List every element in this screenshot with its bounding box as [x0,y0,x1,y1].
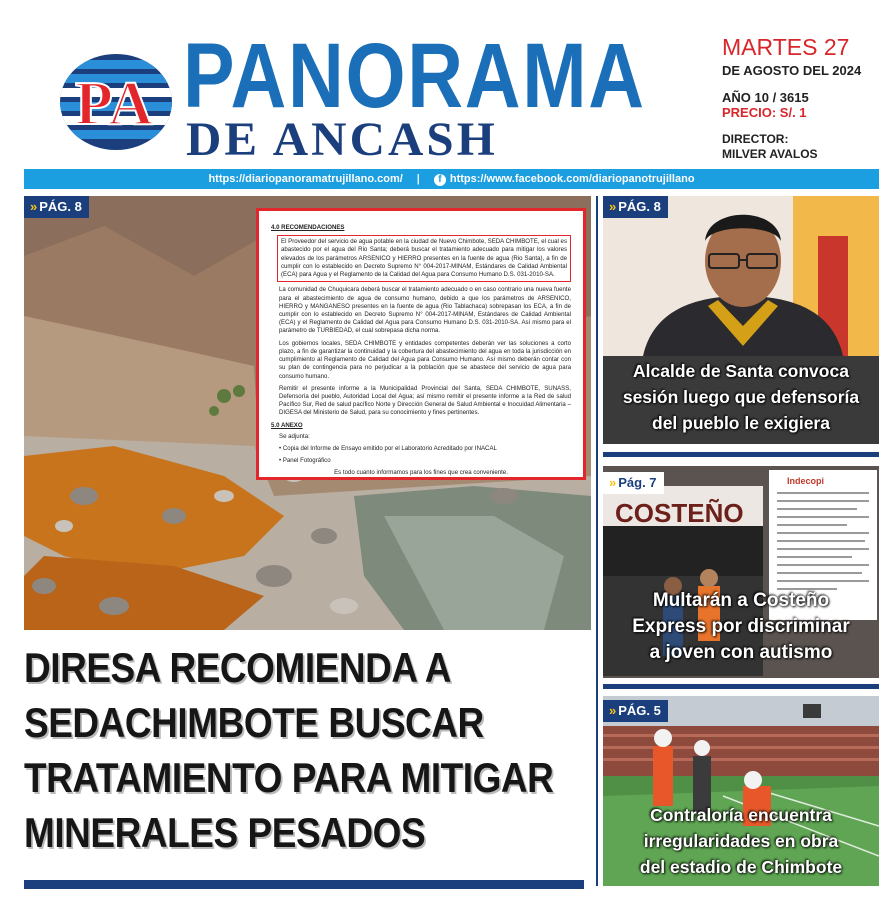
main-story-rule [24,880,584,889]
main-headline[interactable] [24,640,584,860]
headline-line: MINERALES PESADOS [24,809,426,856]
side-story-caption [603,802,879,880]
newspaper-logo [58,52,174,152]
bus-brand-text: COSTEÑO [615,498,744,528]
newspaper-subtitle: DE ANCASH [186,113,498,166]
issue-date-day: MARTES 27 [722,34,850,60]
facebook-link[interactable] [434,173,695,186]
caption-line: del estadio de Chimbote [639,857,843,877]
doc-annex-item: • Panel Fotográfico [279,457,331,465]
issue-date-full: DE AGOSTO DEL 2024 [722,63,862,78]
doc-section-annex: 5.0 ANEXO [271,421,303,429]
doc-annex-item-text: Copia del Informe de Ensayo emitido por el Laboratorio Acreditado por INACAL [282,445,497,453]
doc-annex-item-text: Panel Fotográfico [282,457,331,465]
column-divider [596,196,598,886]
doc-paragraph: Remitir el presente informe a la Municipalidad Provincial del Santa, SEDA CHIMBOTE, SUNASS, Defensoría del pueblo, Autoridad Local del Agua; así mismo remitir el presente informe a la Red de salud Pacífico Sur, Red de salud pacífico Norte y Dirección General de Salud Ambiental e Inocuidad Alimentaria – DIGESA del Ministerio de Salud, para su conocimiento y fines pertinentes. [279,384,571,417]
side-story-page-tag-label: PÁG. 8 [618,199,661,214]
headline-line: TRATAMIENTO PARA MITIGAR [24,754,554,801]
main-story-page-tag[interactable]: » PÁG. 8 [24,196,89,218]
doc-closing: Es todo cuanto informamos para los fines que crea conveniente. [334,469,508,477]
recommendations-document [256,208,586,480]
caption-line: Alcalde de Santa convoca [633,361,849,381]
newspaper-title: PANORAMA [183,25,646,127]
director-name: MILVER AVALOS [722,147,818,161]
side-story-page-tag-label: PÁG. 5 [618,703,661,718]
side-story-mayor[interactable] [603,196,879,444]
side-story-caption [603,588,879,666]
headline-line: SEDACHIMBOTE BUSCAR [24,699,484,746]
side-story-costeno[interactable] [603,466,879,678]
links-bar [24,169,879,189]
doc-section-recommendations: 4.0 RECOMENDACIONES [271,224,345,231]
facebook-url: https://www.facebook.com/diariopanotrujillano [449,172,695,185]
side-story-page-tag: » Pág. 7 [603,472,664,494]
caption-line: irregularidades en obra [643,831,839,851]
headline-line: DIRESA RECOMIENDA A [24,644,451,691]
director-label: DIRECTOR: [722,132,789,146]
side-story-contraloria[interactable] [603,696,879,886]
caption-line: del pueblo le exigiera [652,413,830,433]
doc-paragraph: El Proveedor del servicio de agua potable en la ciudad de Nuevo Chimbote, SEDA CHIMBOTE, el cual es abastecido por el agua del Rio Santa; deberá buscar el tratamiento adecuado para mitigar los valores elevados de los parámetros ARSENICO y HIERRO presentes en la fuente de agua (Rio Santa), a fin de cumplir con lo establecido en Decreto Supremo N° 004-2017-MINAM, Estándares de Calidad Ambiental (ECA) para Agua y el Reglamento de la Calidad del Agua para Consumo Humano D.S. 031-2010-SA. [277,235,571,282]
doc-paragraph: Los gobiernos locales, SEDA CHIMBOTE y entidades competentes deberán ver las soluciones a corto plazo, a fin de garantizar la continuidad y la cobertura del abastecimiento del agua en toda la jurisdicción en cumplimiento al Reglamento de Calidad del Agua para Consumo Humano. Así mismo deberán contar con su plan de contingencia para no perjudicar a la población que se abastece del servicio de agua para consumo humano. [279,339,571,380]
side-story-page-tag: » PÁG. 8 [603,196,668,218]
side-story-page-tag-label: Pág. 7 [618,475,657,490]
caption-line: Contraloría encuentra [650,805,832,825]
indecopi-brand: Indecopi [787,476,825,486]
caption-line: sesión luego que defensoría [622,387,860,407]
caption-line: Multarán a Costeño [652,590,830,611]
doc-annex-intro: Se adjunta: [279,432,310,440]
side-story-caption [603,358,879,436]
facebook-icon: f [434,174,446,186]
mayor-photo [603,196,879,356]
doc-annex-item: • Copia del Informe de Ensayo emitido por el Laboratorio Acreditado por INACAL [279,445,497,453]
caption-line: Express por discriminar [632,616,850,637]
side-rule [603,684,879,689]
doc-paragraph: La comunidad de Chuquicara deberá buscar el tratamiento adecuado o en caso contrario una nueva fuente para el abastecimiento de agua de consumo humano, debido a que los parámetros de ARSENICO, HIERRO y MANGANESO presentes en la fuente de agua (Rio Tablachaca) sobrepasan los ECA, a fin de cumplir con lo establecido en Decreto Supremo N° 004-2017-MINAM, Estándares de Calidad Ambiental (ECA) y el Reglamento de Calidad del Agua para Consumo Humano D.S. 031-2010-SA. Así mismo para el parámetro de TURBIEDAD, el cual sobrepasa dicha norma. [279,286,571,335]
caption-line: a joven con autismo [649,642,833,663]
website-link[interactable]: https://diariopanoramatrujillano.com/ [208,173,403,185]
main-story-page-tag-label: PÁG. 8 [39,199,82,214]
side-rule [603,452,879,457]
side-story-page-tag: » PÁG. 5 [603,700,668,722]
links-separator: | [416,173,420,185]
issue-price: PRECIO: S/. 1 [722,105,807,120]
logo-letters: PA [74,70,154,138]
issue-number: AÑO 10 / 3615 [722,90,809,105]
